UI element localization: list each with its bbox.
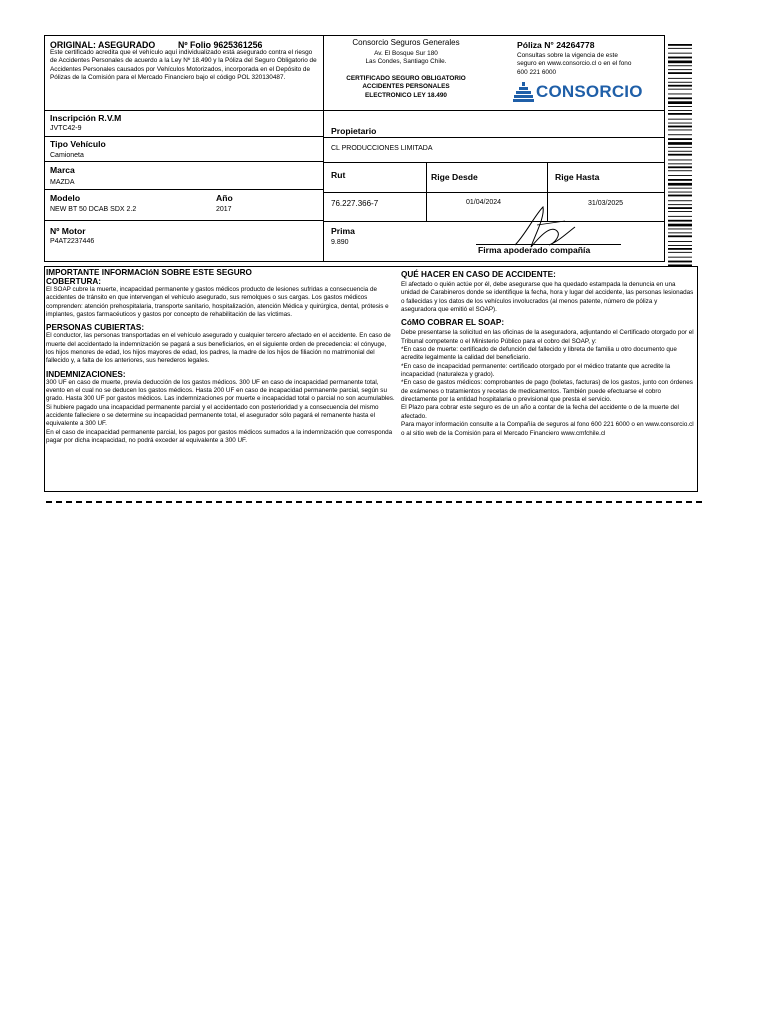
claim-text: Debe presentarse la solicitud en las oficinas de la aseguradora, adjuntando el Certificado otorgado por el Tribunal competente o el Ministerio Público para el cobro del SOAP, y: <box>401 329 694 345</box>
grid-hline-right-2 <box>323 162 665 163</box>
model-value: NEW BT 50 DCAB SDX 2.2 <box>50 206 137 213</box>
important-title: IMPORTANTE INFORMACIóN SOBRE ESTE SEGURO <box>46 268 252 277</box>
claim-medical-text: *En caso de gastos médicos: comprobantes de pago (boletas, facturas) de los gastos, junto con órdenes de exámenes o tratamientos y recetas de medicamentos. También puede efectuarse el cobro directamente por la entidad hospitalaria o previsional que presta el servicio. <box>401 379 693 404</box>
owner-value: CL PRODUCCIONES LIMITADA <box>331 145 433 152</box>
model-label: Modelo <box>50 193 81 203</box>
claim-contact-text: Para mayor información consulte a la Compañía de seguros al fono 600 221 6000 o en www.consorcio.cl o al sitio web de la Comisión para el Mercado Financiero www.cmfchile.cl <box>401 421 694 437</box>
policy-note: Consultas sobre la vigencia de este seguro en www.consorcio.cl o en el fono 600 221 6000 <box>517 52 632 76</box>
indemnities-title: INDEMNIZACIONES: <box>46 369 126 379</box>
brand-label: Marca <box>50 165 75 175</box>
original-label: ORIGINAL: ASEGURADO <box>50 40 156 50</box>
year-label: Año <box>216 193 233 203</box>
claim-disability-text: *En caso de incapacidad permanente: certificado otorgado por el médico tratante que acredite la incapacidad (naturaleza y grado). <box>401 362 671 379</box>
certificate-title-1: CERTIFICADO SEGURO OBLIGATORIO <box>346 75 466 82</box>
motor-label: Nº Motor <box>50 226 86 236</box>
barcode-icon <box>668 44 692 266</box>
coverage-title: COBERTURA: <box>46 277 102 286</box>
company-address-2: Las Condes, Santiago Chile. <box>365 58 447 65</box>
year-value: 2017 <box>216 206 232 213</box>
grid-hline-header <box>44 110 665 111</box>
brand-value: MAZDA <box>50 179 75 186</box>
grid-hline-right-3 <box>323 192 665 193</box>
info-left-column <box>46 268 396 446</box>
grid-hline-left-4 <box>44 220 323 221</box>
owner-label: Propietario <box>331 126 377 136</box>
rvm-label: Inscripción R.V.M <box>50 113 122 123</box>
rvm-value: JVTC42-9 <box>50 125 82 132</box>
certificate-title-2: ACCIDENTES PERSONALES <box>362 83 450 90</box>
coverage-text: El SOAP cubre la muerte, incapacidad permanente y gastos médicos producto de lesiones sufridas a consecuencia de accidentes de tránsito en que intervengan el vehículo asegurado, sus remolques o sus cargas. Los gastos médicos comprenden: atención prehospitalaria, transporte sanitario, hospitalización, atención Médica y quirúrgica, dental, prótesis e implantes, gastos farmacéuticos y gastos por concepto de rehabilitación de las víctimas. <box>46 286 389 319</box>
grid-vline-rut <box>426 162 427 221</box>
grid-hline-right-1 <box>323 137 665 138</box>
cut-line-divider <box>46 501 702 503</box>
grid-hline-left-2 <box>44 161 323 162</box>
vehicle-type-label: Tipo Vehículo <box>50 139 106 149</box>
info-right-column <box>401 270 694 438</box>
premium-label: Prima <box>331 226 355 236</box>
vehicle-type-value: Camioneta <box>50 152 84 159</box>
signature-label: Firma apoderado compañía <box>478 245 591 255</box>
claim-death-text: *En caso de muerte: certificado de defunción del fallecido y libreta de familia u otro documento que acredite legalmente la calidad del beneficiario. <box>401 346 677 362</box>
consorcio-logo-icon <box>513 79 535 105</box>
grid-hline-right-4 <box>323 221 665 222</box>
from-value: 01/04/2024 <box>466 199 502 206</box>
motor-value: P4AT2237446 <box>50 238 95 245</box>
claim-title: CóMO COBRAR EL SOAP: <box>401 318 505 328</box>
indemnities-text-2: En el caso de incapacidad permanente parcial, los pagos por gastos médicos sumados a la indemnización que corresponda pagar por dicha incapacidad, no podrá exceder al equivalente a 300 UF. <box>46 428 393 445</box>
consorcio-logo <box>513 79 643 105</box>
policy-label: Póliza N° 24264778 <box>517 40 595 50</box>
accident-text: El afectado o quién actúe por él, debe asegurarse que ha quedado estampada la denuncia en una unidad de Carabineros donde se identifique la fecha, hora y lugar del accidente, las personas lesionadas o fallecidas y los datos de los vehículos involucrados (al menos patente, número de póliza y aseguradora que emitió el SOAP). <box>401 281 694 314</box>
claim-term-text: El Plazo para cobrar este seguro es de un año a contar de la fecha del accidente o de la muerte del afectado. <box>401 404 679 420</box>
from-label: Rige Desde <box>431 172 478 182</box>
rut-value: 76.227.366-7 <box>331 199 379 208</box>
company-address-1: Av. El Bosque Sur 180 <box>374 50 438 57</box>
logo-text: CONSORCIO <box>536 82 643 101</box>
indemnities-text: 300 UF en caso de muerte, previa deducción de los gastos médicos. 300 UF en caso de incapacidad permanente total, evento en el cual no se deducen los gastos médicos. Hasta 200 UF en caso de incapacidad permanente parcial, según su grado. Hasta 300 UF por gastos médicos. Las indemnizaciones por muerte e incapacidad total o parcial no son acumulables. Si hubiere pagado una incapacidad permanente parcial y el accidentado con posterioridad y a consecuencia del mismo accidente falleciere o se determine su incapacidad permanente total, el asegurador sólo pagará el remanente hasta el equivalente a 300 UF. <box>46 378 395 428</box>
persons-text: El conductor, las personas transportadas en el vehículo asegurado y cualquier tercero afectado en el accidente. En caso de muerte del accidentado la indemnización se pagará a sus beneficiarios, en el siguiente orden de precedencia: el cónyuge, los hijos menores de edad, los hijos mayores de edad, los padres, la madre de los hijos de filiación no matrimonial del fallecido y, a falta de los anteriores, sus herederos legales. <box>46 332 391 365</box>
to-label: Rige Hasta <box>555 172 600 182</box>
to-value: 31/03/2025 <box>588 200 624 207</box>
company-name: Consorcio Seguros Generales <box>352 38 460 47</box>
persons-title: PERSONAS CUBIERTAS: <box>46 323 145 333</box>
grid-hline-left-1 <box>44 136 323 137</box>
grid-hline-left-3 <box>44 189 323 190</box>
folio-label: Nº Folio 9625361256 <box>178 40 263 50</box>
intro-text: Este certificado acredita que el vehículo aquí individualizado está asegurado contra el riesgo de Accidentes Personales de acuerdo a la Ley Nº 18.490 y la Póliza del Seguro Obligatorio de Accidentes Personales causados por Vehículos Motorizados, incorporada en el Depósito de Pólizas de la Comisión para el Mercado Financiero bajo el código POL 320130487. <box>50 49 317 81</box>
grid-vline-main <box>323 35 324 262</box>
accident-title: QUÉ HACER EN CASO DE ACCIDENTE: <box>401 270 556 279</box>
premium-value: 9.890 <box>331 239 349 246</box>
rut-label: Rut <box>331 170 346 180</box>
certificate-title-3: ELECTRONICO LEY 18.490 <box>365 92 447 99</box>
